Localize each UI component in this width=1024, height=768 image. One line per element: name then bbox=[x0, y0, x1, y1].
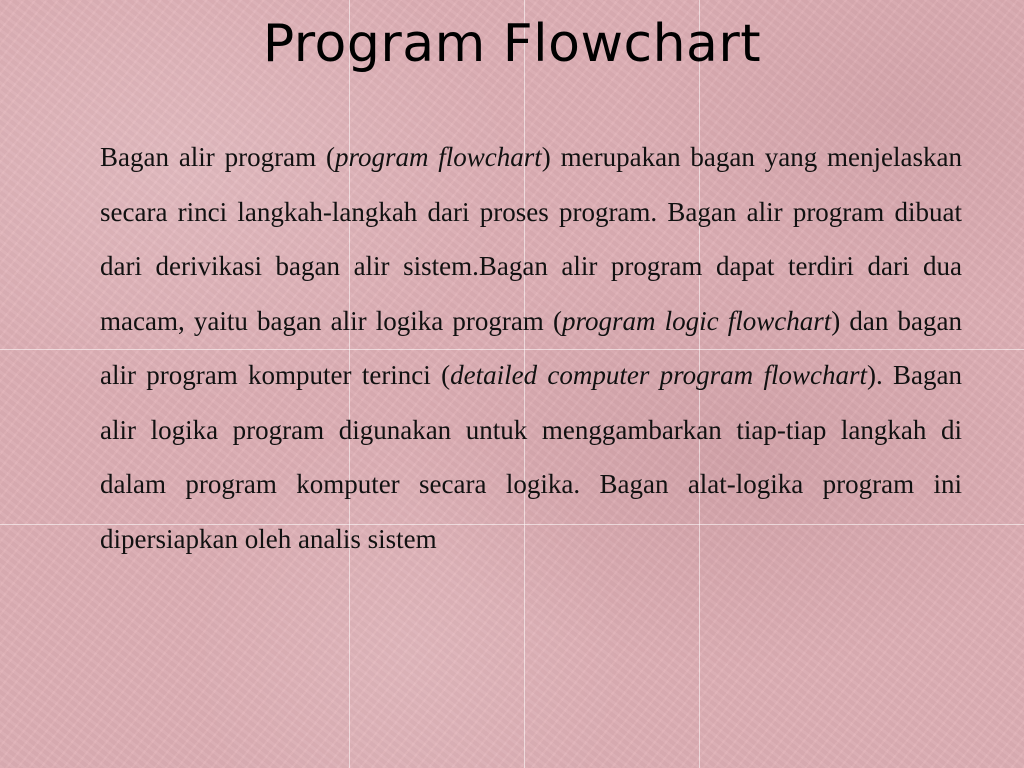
body-paragraph bbox=[100, 130, 962, 566]
slide-title: Program Flowchart bbox=[262, 14, 762, 74]
body-text-segment: ) dan bagan alir program komputer terinci ( bbox=[100, 305, 962, 390]
body-text-segment: Bagan alir program ( bbox=[100, 142, 335, 172]
italic-term: detailed computer program flowchart bbox=[450, 360, 867, 390]
italic-term: program logic flowchart bbox=[561, 305, 832, 336]
body-text-segment: ). Bagan alir logika program digunakan untuk menggambarkan tiap-tiap langkah di dalam program komputer secara logika. Bagan alat-logika program ini dipersiapkan oleh analis sistem bbox=[100, 360, 962, 554]
body-text-segment: ) merupakan bagan yang menjelaskan secara rinci langkah-langkah dari proses program. Bagan alir program dibuat dari derivikasi bagan alir sistem.Bagan alir program dapat terdiri dari dua macam, yaitu bagan alir logika program ( bbox=[100, 142, 962, 336]
italic-term: program flowchart bbox=[334, 142, 542, 172]
